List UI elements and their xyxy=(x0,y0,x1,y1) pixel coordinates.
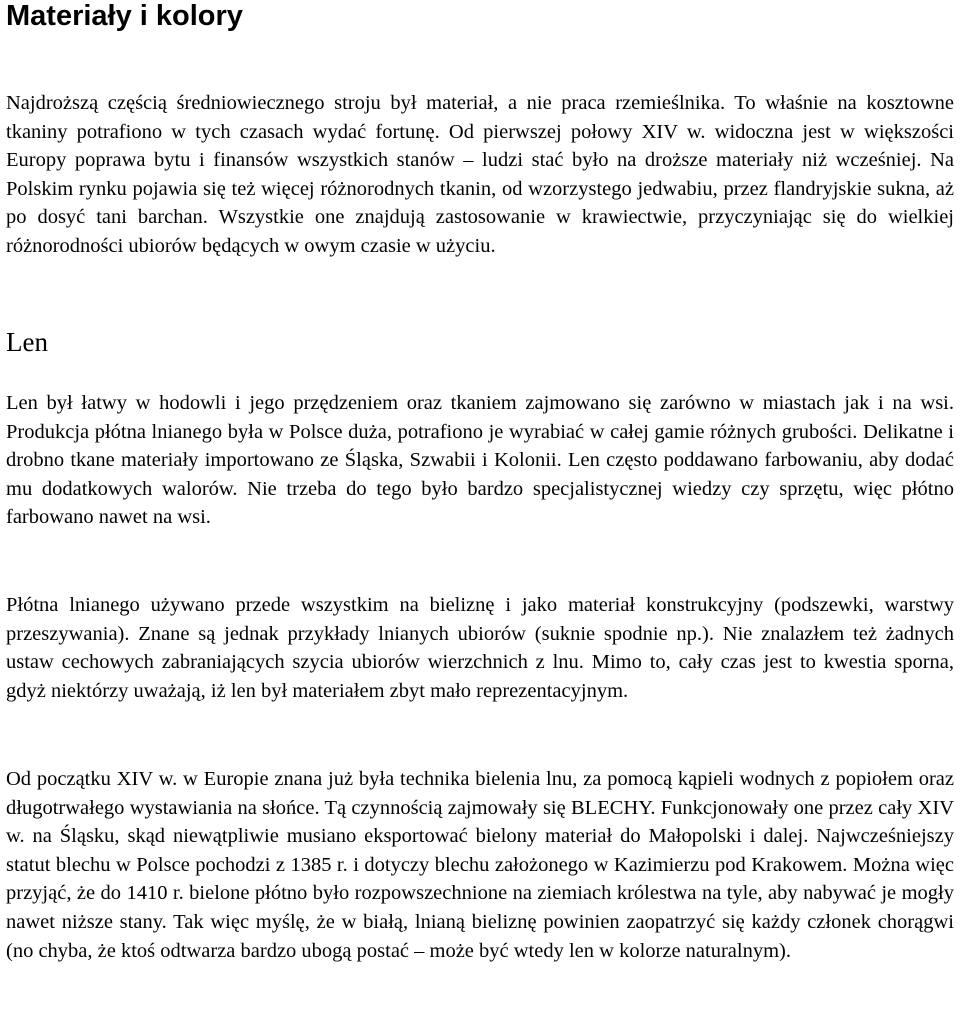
page-title: Materiały i kolory xyxy=(6,0,243,32)
len-paragraph-2: Płótna lnianego używano przede wszystkim na bieliznę i jako materiał konstrukcyjny (podszewki, warstwy przeszywania). Znane są jednak przykłady lnianych ubiorów (suknie spodnie np.). Nie znalazłem też żadnych ustaw cechowych zabraniających szycia ubiorów wierzchnich z lnu. Mimo to, cały czas jest to kwestia sporna, gdyż niektórzy uważają, iż len był materiałem zbyt mało reprezentacyjnym. xyxy=(6,594,954,702)
intro-paragraph: Najdroższą częścią średniowiecznego stroju był materiał, a nie praca rzemieślnika. To właśnie na kosztowne tkaniny potrafiono w tych czasach wydać fortunę. Od pierwszej połowy XIV w. widoczna jest w większości Europy poprawa bytu i finansów wszystkich stanów – ludzi stać było na droższe materiały niż wcześniej. Na Polskim rynku pojawia się też więcej różnorodnych tkanin, od wzorzystego jedwabiu, przez flandryjskie sukna, aż po dosyć tani barchan. Wszystkie one znajdują zastosowanie w krawiectwie, przyczyniając się do wielkiej różnorodności ubiorów będących w owym czasie w użyciu. xyxy=(6,92,954,257)
len-paragraph-1: Len był łatwy w hodowli i jego przędzeniem oraz tkaniem zajmowano się zarówno w miastach jak i na wsi. Produkcja płótna lnianego była w Polsce duża, potrafiono je wyrabiać w całej gamie różnych grubości. Delikatne i drobno tkane materiały importowano ze Śląska, Szwabii i Kolonii. Len często poddawano farbowaniu, aby dodać mu dodatkowych walorów. Nie trzeba do tego było bardzo specjalistycznej wiedzy czy sprzętu, więc płótno farbowano nawet na wsi. xyxy=(6,392,954,529)
document-page xyxy=(6,0,954,962)
section-heading-len: Len xyxy=(6,327,48,357)
len-paragraph-3: Od początku XIV w. w Europie znana już była technika bielenia lnu, za pomocą kąpieli wodnych z popiołem oraz długotrwałego wystawiania na słońce. Tą czynnością zajmowały się BLECHY. Funkcjonowały one przez cały XIV w. na Śląsku, skąd niewątpliwie musiano eksportować bielony materiał do Małopolski i dalej. Najwcześniejszy statut blechu w Polsce pochodzi z 1385 r. i dotyczy blechu założonego w Kazimierzu pod Krakowem. Można więc przyjąć, że do 1410 r. bielone płótno było rozpowszechnione na ziemiach królestwa na tyle, aby nabywać je mogły nawet niższe stany. Tak więc myślę, że w białą, lnianą bieliznę powinien zaopatrzyć się każdy członek chorągwi (no chyba, że ktoś odtwarza bardzo ubogą postać – może być wtedy len w kolorze naturalnym). xyxy=(6,768,954,962)
